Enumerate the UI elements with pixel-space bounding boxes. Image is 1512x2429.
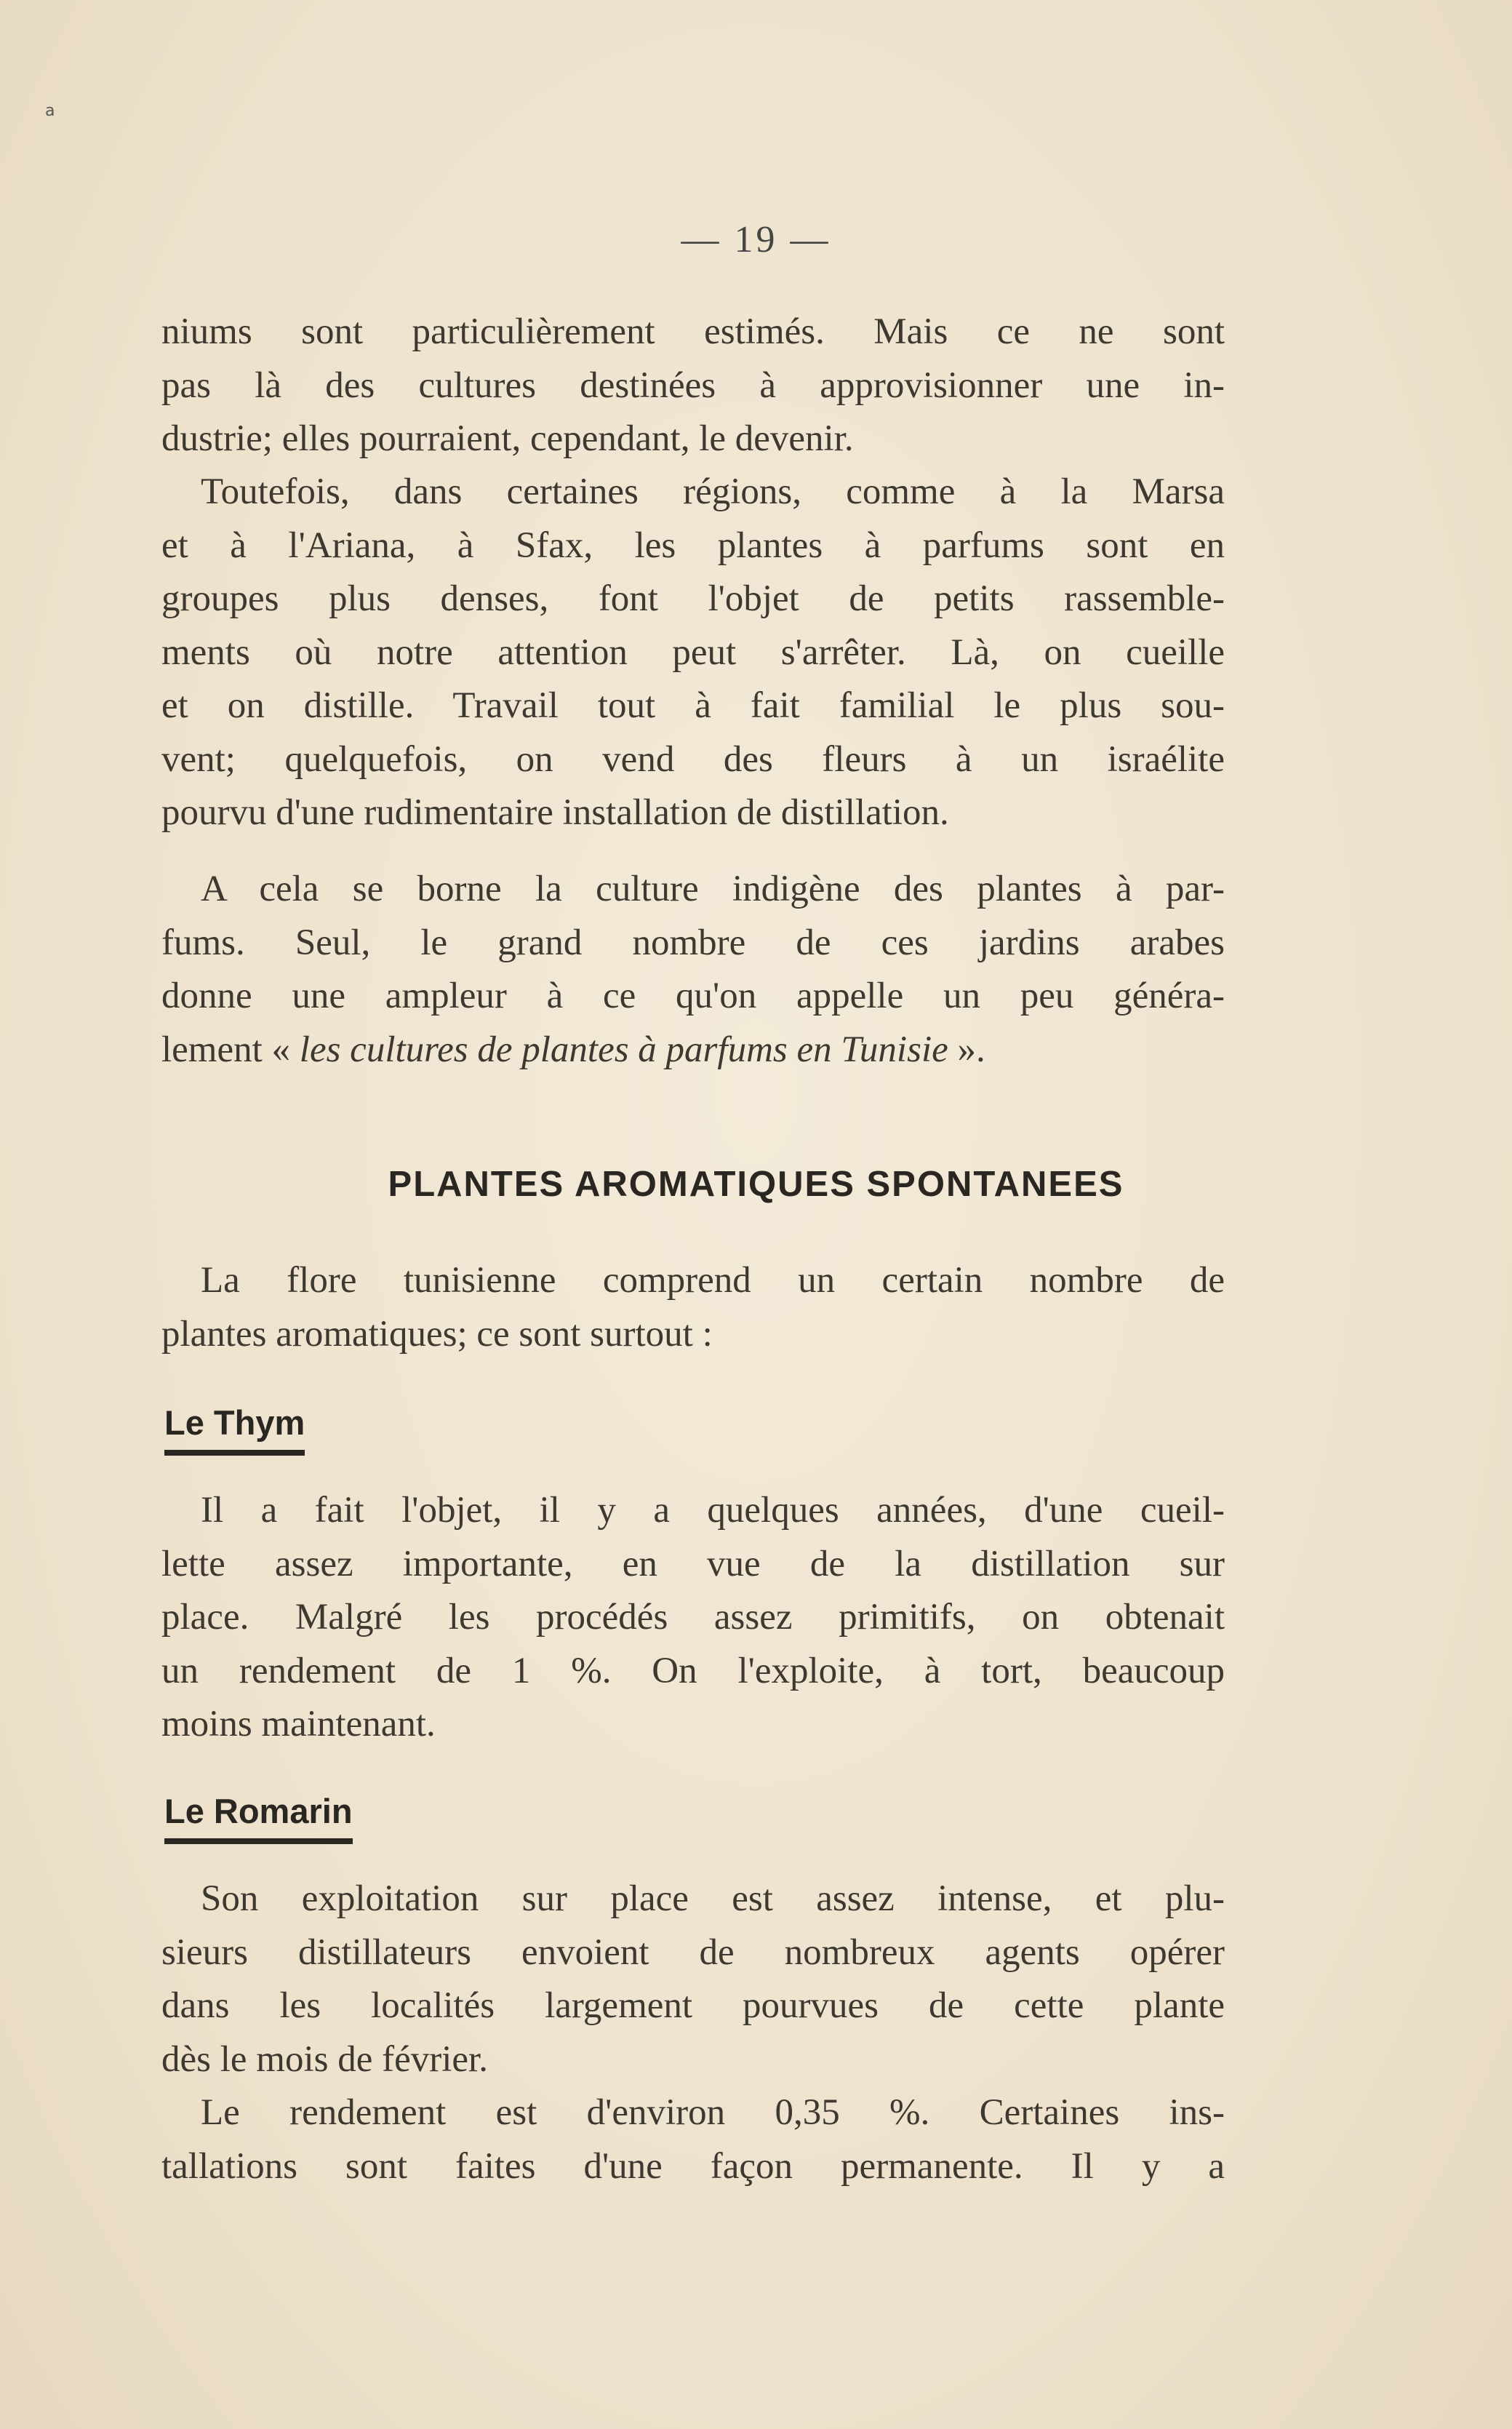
text-line: niums sont particulièrement estimés. Mais ce ne sont [161,311,1225,352]
text-line: Il a fait l'objet, il y a quelques années, d'une cueil- [201,1490,1225,1531]
text-line: plantes aromatiques; ce sont surtout : [161,1313,713,1355]
text-line: Le rendement est d'environ 0,35 %. Certaines ins- [201,2092,1225,2133]
text-line: moins maintenant. [161,1704,436,1744]
paragraph-flore [161,1254,1225,1361]
text-line: La flore tunisienne comprend un certain nombre de [201,1260,1225,1301]
text-line: pourvu d'une rudimentaire installation de distillation. [161,792,949,833]
page-number: — 19 — [681,219,831,260]
text-line: sieurs distillateurs envoient de nombreux agents opérer [161,1931,1225,1973]
text-line: Son exploitation sur place est assez intense, et plu- [201,1878,1225,1919]
text-line: Toutefois, dans certaines régions, comme à la Marsa [201,471,1225,512]
text-line: et à l'Ariana, à Sfax, les plantes à parfums sont en [161,525,1225,566]
paragraph-rendement [161,2086,1225,2193]
text-line: un rendement de 1 %. On l'exploite, à tort, beaucoup [161,1650,1225,1691]
paragraph-toutefois [161,466,1225,840]
text-line: ments où notre attention peut s'arrêter. Là, on cueille [161,631,1225,673]
text-line: tallations sont faites d'une façon permanente. Il y a [161,2145,1225,2187]
text-line: groupes plus denses, font l'objet de petits rassemble- [161,578,1225,619]
text-line: dans les localités largement pourvues de cette plante [161,1985,1225,2026]
page-corner-mark: a [45,102,55,120]
text-line: donne une ampleur à ce qu'on appelle un peu généra- [161,976,1225,1016]
italic-quote: les cultures de plantes à parfums en Tunisie [299,1029,948,1070]
paragraph-thym [161,1484,1225,1752]
text-line: place. Malgré les procédés assez primitifs, on obtenait [161,1597,1225,1638]
text-line: A cela se borne la culture indigène des plantes à par- [201,869,1225,909]
subheading-romarin: Le Romarin [164,1791,353,1844]
text-line: vent; quelquefois, on vend des fleurs à un israélite [161,738,1225,780]
paragraph-a-cela [161,863,1225,1077]
section-title: PLANTES AROMATIQUES SPONTANEES [388,1165,1124,1204]
text-line: pas là des cultures destinées à approvisionner une in- [161,364,1225,406]
text-line: dustrie; elles pourraient, cependant, le devenir. [161,418,854,459]
text-line: dès le mois de février. [161,2038,488,2080]
text-fragment: lement « [161,1029,291,1070]
intro-paragraph [161,306,1225,466]
text-line: lette assez importante, en vue de la distillation sur [161,1543,1225,1584]
paragraph-romarin [161,1872,1225,2086]
text-fragment: ». [957,1029,985,1070]
text-line [161,1024,1225,1077]
subheading-thym: Le Thym [164,1403,305,1456]
text-line: fums. Seul, le grand nombre de ces jardins arabes [161,922,1225,963]
text-line: et on distille. Travail tout à fait familial le plus sou- [161,685,1225,726]
